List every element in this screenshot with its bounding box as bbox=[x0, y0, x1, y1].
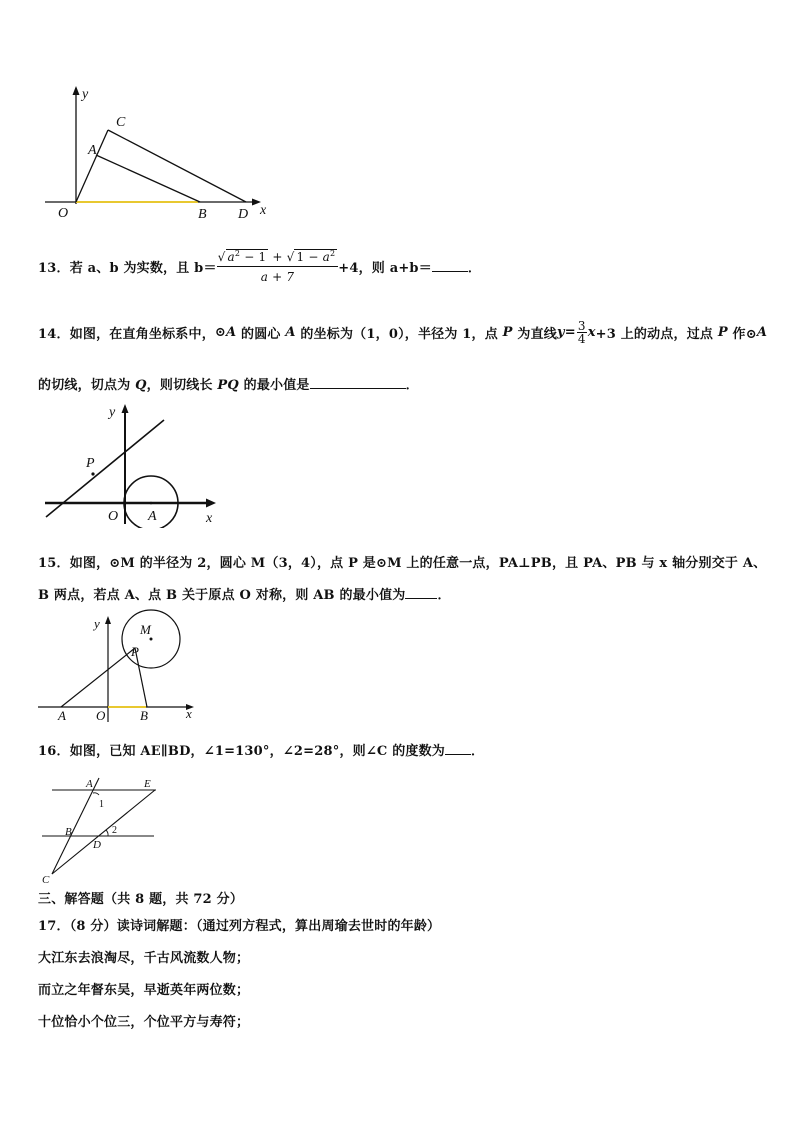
question-15-line2 bbox=[38, 584, 451, 603]
question-16 bbox=[38, 740, 484, 759]
segment-oc bbox=[76, 130, 108, 202]
label-b: B bbox=[65, 826, 72, 838]
q14-a-1: A bbox=[226, 325, 237, 340]
poem-line-1 bbox=[38, 947, 249, 966]
y-axis-arrow bbox=[105, 616, 111, 624]
poem-line-3-text: 十位恰小个位三，个位平方与寿符； bbox=[38, 1015, 250, 1030]
q14-frac-num: 3 bbox=[577, 319, 586, 333]
q14-q: Q bbox=[135, 378, 147, 393]
q14-pq: PQ bbox=[217, 378, 239, 393]
q14-line2-c: ，则切线长 bbox=[146, 378, 218, 393]
label-e: E bbox=[144, 778, 151, 790]
q16-text: 16．如图，已知 AE∥BD，∠1=130°，∠2=28°，则∠C 的度数为 bbox=[38, 744, 446, 759]
figure-q15 bbox=[34, 606, 204, 724]
q14-circle-symbol: ⊙ bbox=[214, 325, 226, 340]
figure-q16 bbox=[38, 774, 168, 886]
section-3-title-text: 三、解答题（共 8 题，共 72 分） bbox=[38, 892, 244, 907]
question-13 bbox=[38, 250, 481, 292]
angle-2-arc bbox=[106, 830, 108, 836]
q14-a-2: A bbox=[285, 325, 296, 340]
q14-answer-blank[interactable] bbox=[310, 378, 406, 389]
label-o: O bbox=[108, 509, 119, 524]
q16-end: ． bbox=[471, 744, 485, 759]
q14-p-2: P bbox=[717, 325, 728, 340]
q14-p-1: P bbox=[502, 325, 513, 340]
poem-line-3 bbox=[38, 1011, 249, 1030]
point-a bbox=[150, 502, 153, 505]
label-o: O bbox=[96, 708, 106, 723]
label-a: A bbox=[148, 509, 157, 524]
label-y: y bbox=[109, 405, 116, 420]
segment-ab bbox=[96, 155, 200, 202]
label-o: O bbox=[58, 206, 69, 221]
point-p bbox=[91, 472, 94, 475]
label-a: A bbox=[58, 708, 66, 723]
q14-text-plus3: +3 上的动点，过点 bbox=[595, 327, 718, 342]
label-p: P bbox=[131, 644, 139, 659]
q14-text-a: 14．如图，在直角坐标系中， bbox=[38, 327, 215, 342]
y-axis-arrow bbox=[122, 404, 129, 413]
label-x: x bbox=[260, 203, 267, 218]
label-x: x bbox=[186, 706, 192, 721]
q14-line2-end: ． bbox=[405, 378, 419, 393]
label-d: D bbox=[238, 207, 249, 222]
label-b: B bbox=[140, 708, 148, 723]
figure-q14 bbox=[40, 402, 230, 528]
point-m bbox=[150, 638, 153, 641]
poem-line-2-text: 而立之年督东吴，早逝英年两位数； bbox=[38, 983, 250, 998]
sqrt-1: √ $a^2 - 1$ bbox=[217, 249, 267, 264]
q13-denominator: a + 7 bbox=[260, 270, 295, 284]
q14-eq: = bbox=[564, 325, 576, 340]
q15-line1-text: 15．如图，⊙M 的半径为 2，圆心 M（3，4），点 P 是⊙M 上的任意一点，PA⊥PB，且 PA、PB 与 x 轴分别交于 A、 bbox=[38, 556, 767, 571]
angle-1-arc bbox=[93, 793, 99, 795]
segment-ca bbox=[52, 778, 99, 874]
q14-line2-e: 的最小值是 bbox=[238, 378, 310, 393]
label-c: C bbox=[42, 874, 50, 886]
q13-answer-blank[interactable] bbox=[432, 261, 468, 272]
q15-answer-blank[interactable] bbox=[405, 588, 437, 599]
label-y: y bbox=[94, 616, 100, 631]
poem-line-1-text: 大江东去浪淘尽，千古风流数人物； bbox=[38, 951, 250, 966]
q16-answer-blank[interactable] bbox=[445, 744, 471, 755]
question-14-line2 bbox=[38, 374, 419, 393]
q13-suffix: +4，则 a+b＝ bbox=[338, 261, 432, 276]
label-a: A bbox=[88, 143, 97, 158]
label-2: 2 bbox=[112, 825, 117, 836]
q14-x: x bbox=[587, 325, 596, 340]
sqrt-2: √ $1 - a^2$ bbox=[286, 249, 336, 264]
q13-end: ． bbox=[467, 261, 482, 276]
y-axis-arrow bbox=[73, 86, 80, 95]
q14-line2-a: 的切线，切点为 bbox=[38, 378, 136, 393]
q14-frac-den: 4 bbox=[577, 332, 586, 346]
section-3-title bbox=[38, 888, 243, 907]
q14-y: y bbox=[556, 325, 565, 340]
q17-title-text: 17．（8 分）读诗词解题：（通过列方程式，算出周瑜去世时的年龄） bbox=[38, 919, 441, 934]
x-axis-arrow bbox=[206, 499, 216, 508]
question-17-title bbox=[38, 915, 440, 934]
q13-numerator: √ $a^2 - 1$ + √ $1 - a^2$ bbox=[217, 250, 339, 267]
label-p: P bbox=[86, 456, 95, 471]
q13-prefix: 13．若 a、b 为实数，且 b＝ bbox=[38, 261, 217, 276]
label-a: A bbox=[86, 778, 93, 790]
q14-text-i: 作⊙ bbox=[727, 327, 757, 342]
label-c: C bbox=[116, 115, 126, 130]
q14-text-e: 的坐标为（1，0），半径为 1，点 bbox=[295, 327, 503, 342]
question-15-line1 bbox=[38, 552, 766, 571]
q13-fraction bbox=[217, 250, 339, 283]
label-b: B bbox=[198, 207, 207, 222]
label-1: 1 bbox=[99, 799, 104, 810]
figure-q12 bbox=[40, 84, 280, 224]
label-x: x bbox=[206, 511, 213, 526]
label-d: D bbox=[93, 839, 101, 851]
q14-text-c: 的圆心 bbox=[236, 327, 286, 342]
label-y: y bbox=[82, 87, 89, 102]
q14-text-g: 为直线 bbox=[512, 327, 557, 342]
label-m: M bbox=[140, 622, 151, 637]
segment-pa bbox=[61, 648, 135, 707]
q14-fraction bbox=[577, 320, 587, 345]
question-14-line1 bbox=[38, 320, 767, 360]
poem-line-2 bbox=[38, 979, 249, 998]
q14-a-3: A bbox=[756, 325, 768, 340]
q15-line2-text: B 两点，若点 A、点 B 关于原点 O 对称，则 AB 的最小值为 bbox=[38, 588, 406, 603]
q15-line2-end: ． bbox=[437, 588, 451, 603]
